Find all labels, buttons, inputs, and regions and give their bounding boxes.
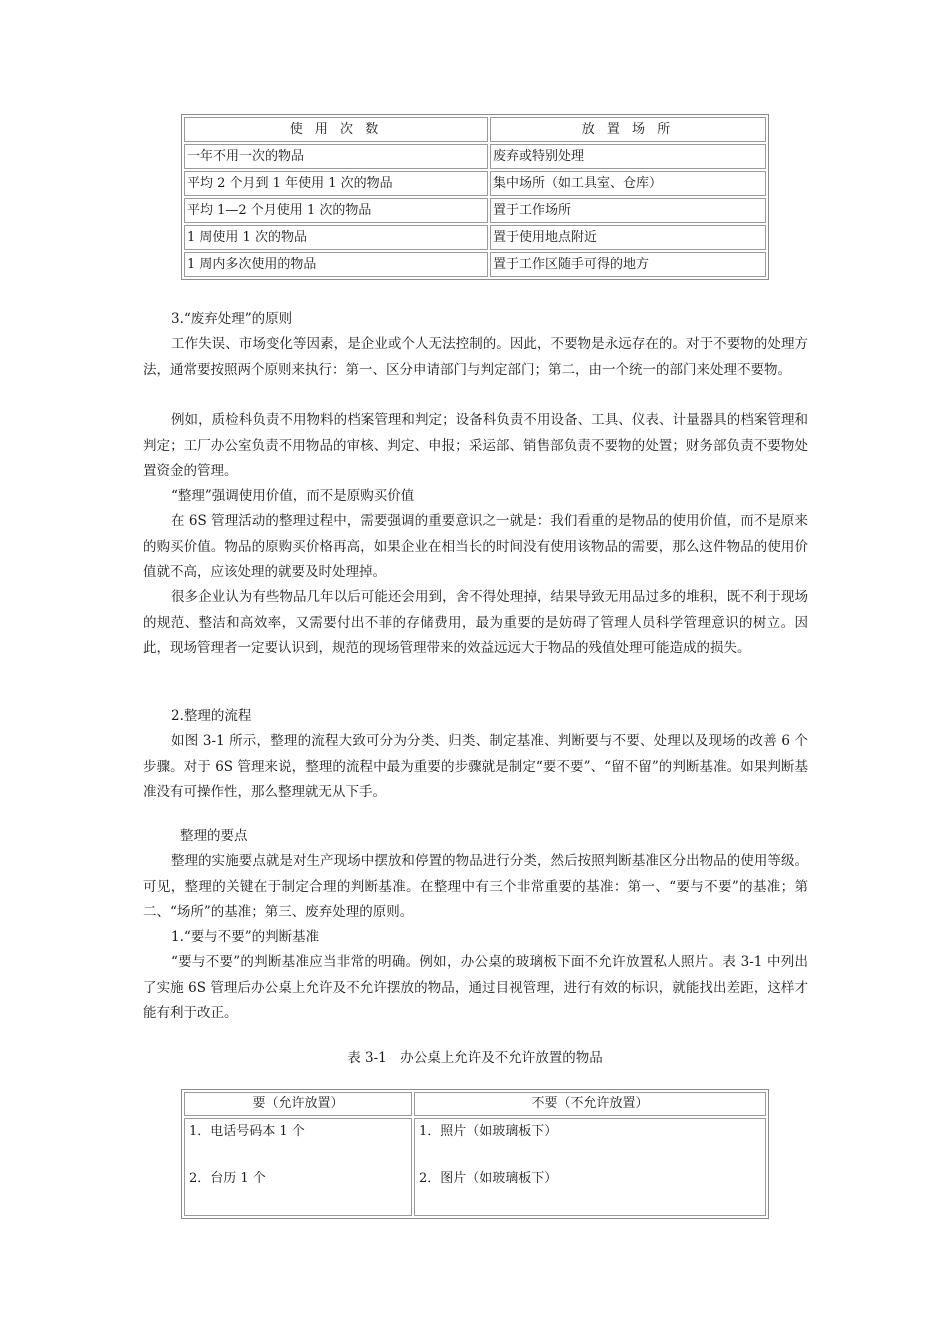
table-cell: 1 周使用 1 次的物品 xyxy=(184,225,488,250)
desk-items-table xyxy=(181,1089,769,1219)
table-row xyxy=(184,225,766,250)
header-location: 放 置 场 所 xyxy=(490,117,766,142)
paragraph-value-1: 在 6S 管理活动的整理过程中，需要强调的重要意识之一就是：我们看重的是物品的使用价值，而不是原来的购买价值。物品的原购买价格再高，如果企业在相当长的时间没有使用该物品的需要，那么这件物品的使用价值就不高，应该处理的就要及时处理掉。 xyxy=(143,513,808,580)
table-row xyxy=(184,171,766,196)
list-item: 1．照片（如玻璃板下） xyxy=(419,1124,558,1139)
paragraph-value-2: 很多企业认为有些物品几年以后可能还会用到，舍不得处理掉，结果导致无用品过多的堆积，既不利于现场的规范、整洁和高效率，又需要付出不菲的存储费用，最为重要的是妨碍了管理人员科学管理意识的树立。因此，现场管理者一定要认识到，规范的现场管理带来的效益远远大于物品的残值处理可能造成的损失。 xyxy=(143,589,808,656)
list-item: 2．台历 1 个 xyxy=(189,1171,266,1186)
table-row xyxy=(184,144,766,169)
paragraph-keep-or-not: “要与不要”的判断基准应当非常的明确。例如，办公桌的玻璃板下面不允许放置私人照片。表 3-1 中列出了实施 6S 管理后办公桌上允许及不允许摆放的物品，通过目视管理，进行有效的标识，就能找出差距，这样才能有利于改正。 xyxy=(143,954,808,1021)
table-cell: 平均 2 个月到 1 年使用 1 次的物品 xyxy=(184,171,488,196)
paragraph-disposal-principle: 工作失误、市场变化等因素，是企业或个人无法控制的。因此，不要物是永远存在的。对于不要物的处理方法，通常要按照两个原则来执行：第一、区分申请部门与判定部门；第二，由一个统一的部门来处理不要物。 xyxy=(143,336,808,378)
header-not-allowed: 不要（不允许放置） xyxy=(414,1092,766,1116)
section-heading-points: 整理的要点 xyxy=(180,828,248,844)
not-allowed-items-cell xyxy=(414,1118,766,1216)
table-row xyxy=(184,198,766,223)
table-cell: 废弃或特别处理 xyxy=(490,144,766,169)
table-cell: 置于工作区随手可得的地方 xyxy=(490,252,766,277)
paragraph-flow: 如图 3-1 所示，整理的流程大致可分为分类、归类、制定基准、判断要与不要、处理以及现场的改善 6 个步骤。对于 6S 管理来说，整理的流程中最为重要的步骤就是制定“要不要”、“留不留”的判断基准。如果判断基准没有可操作性，那么整理就无从下手。 xyxy=(143,733,808,800)
paragraph-points: 整理的实施要点就是对生产现场中摆放和停置的物品进行分类，然后按照判断基准区分出物品的使用等级。可见，整理的关键在于制定合理的判断基准。在整理中有三个非常重要的基准：第一、“要与不要”的基准；第二、“场所”的基准；第三、废弃处理的原则。 xyxy=(143,853,808,920)
table-caption: 表 3-1 办公桌上允许及不允许放置的物品 xyxy=(347,1050,603,1066)
header-usage-count: 使 用 次 数 xyxy=(184,117,488,142)
table-cell: 一年不用一次的物品 xyxy=(184,144,488,169)
section-heading-disposal: 3.“废弃处理”的原则 xyxy=(171,311,293,327)
usage-frequency-table xyxy=(181,114,769,280)
section-heading-flow: 2.整理的流程 xyxy=(171,708,252,724)
paragraph-disposal-example: 例如，质检科负责不用物料的档案管理和判定；设备科负责不用设备、工具、仪表、计量器具的档案管理和判定；工厂办公室负责不用物品的审核、判定、申报；采运部、销售部负责不要物的处置；财务部负责不要物处置资金的管理。 xyxy=(143,412,808,479)
table-cell: 平均 1—2 个月使用 1 次的物品 xyxy=(184,198,488,223)
table-row xyxy=(184,252,766,277)
table-row xyxy=(184,1118,766,1216)
list-item: 1．电话号码本 1 个 xyxy=(189,1124,305,1139)
table-header-row xyxy=(184,1092,766,1116)
table-cell: 置于工作场所 xyxy=(490,198,766,223)
table-cell: 1 周内多次使用的物品 xyxy=(184,252,488,277)
table-header-row xyxy=(184,117,766,142)
allowed-items-cell xyxy=(184,1118,412,1216)
header-allowed: 要（允许放置） xyxy=(184,1092,412,1116)
sub-heading-keep-or-not: 1.“要与不要”的判断基准 xyxy=(171,929,320,945)
list-item: 2．图片（如玻璃板下） xyxy=(419,1171,558,1186)
table-cell: 置于使用地点附近 xyxy=(490,225,766,250)
section-heading-value: “整理”强调使用价值，而不是原购买价值 xyxy=(171,488,415,504)
table-cell: 集中场所（如工具室、仓库） xyxy=(490,171,766,196)
